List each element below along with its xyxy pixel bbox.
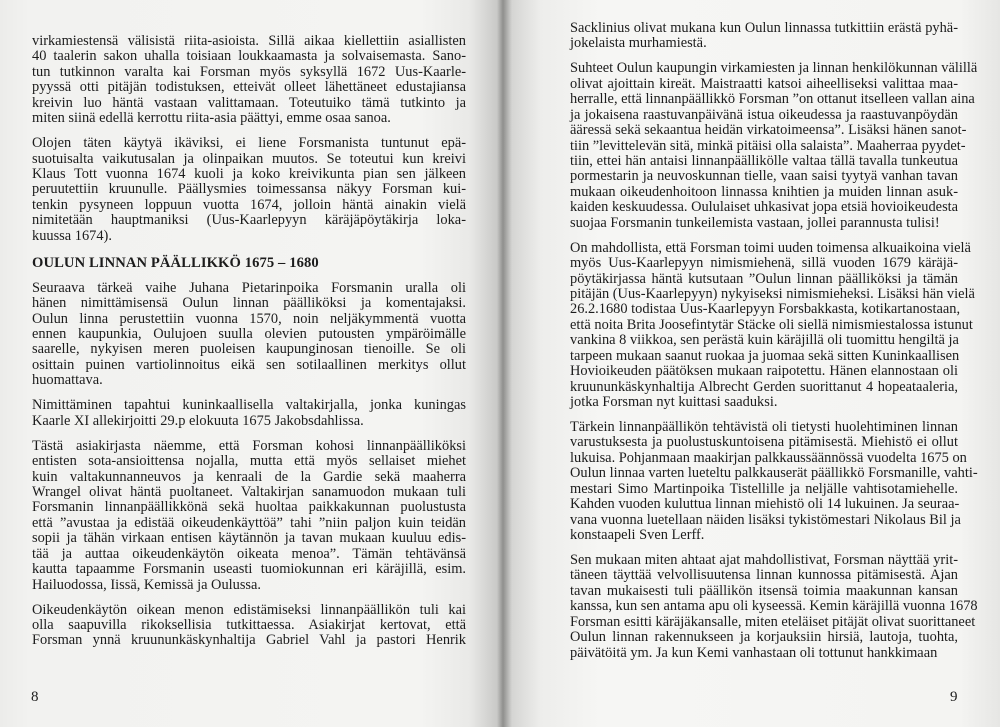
text-line: Nimittäminen tapahtui kuninkaallisella valtakirjalla, jonka kuningas [32,397,466,414]
text-line: Oulun linna perustettiin vuonna 1570, noin neljäkymmentä vuotta [32,310,466,327]
text-line: jotka Forsman nyt kuittasi saaduksi. [570,394,778,411]
text-line: olla saapuvilla rikoksellisia tutkittaessa. Asiakirjat kertovat, että [32,616,466,633]
paragraph [32,136,466,244]
text-line: suojaa Forsmanin tunkeilemista vastaan, jollei parannusta tulisi! [570,214,940,231]
text-line: saarelle, nykyisen meren puoleisen kaupunginosan tienoille. Se oli [32,341,466,358]
text-line: Tästä asiakirjasta näemme, että Forsman kohosi linnanpäälliköksi [32,437,466,454]
text-line: huomattava. [32,372,103,389]
section-heading: OULUN LINNAN PÄÄLLIKKÖ 1675 – 1680 [32,254,319,271]
page-number-left: 8 [31,689,39,705]
text-line: tenkin pysyneen loppuun vuotta 1674, jolloin häntä ainakin vielä [32,196,466,213]
text-line: mukaan oikeudenhoitoon linnassa knihtien ja muiden linnan asuk- [570,183,958,200]
text-line: nimitetään hauptmaniksi (Uus-Kaarlepyyn käräjäpöytäkirja loka- [32,212,466,229]
text-line: kruununkäskynhaltija Albrecht Gerden suorittanut 4 hopeataaleria, [570,378,958,395]
text-line: Sen mukaan miten ahtaat ajat mahdollistivat, Forsman näyttää yrit- [570,552,958,568]
paragraph [32,439,466,593]
text-line: sopii ja tähän virkaan entisen käytännön ja tavan mukaan kuuluu edis- [32,530,466,547]
paragraph [32,281,466,389]
text-line: virkamiestensä välisistä riita-asioista. Sillä aikaa kiellettiin asiallisten [32,33,466,49]
right-page-text [570,20,978,671]
text-line: pyyssä otti pitäjän todistuksen, etteivät olleet lähettäneet edustajiansa [32,79,466,96]
text-line: tun tutkinnon varalta kai Forsman myös syksyllä 1672 Uus-Kaarle- [32,63,466,80]
text-line: että ”avustaa ja edistää oikeudenkäyttöä” tahi ”niin paljon kuin teidän [32,514,466,531]
text-line: jokelaista murhamiestä. [570,35,707,52]
page-number-right: 9 [950,689,958,705]
text-line: kaiden keskuudessa. Oululaiset uhkasivat jopa etsiä hovioikeudesta [570,199,959,216]
text-line: peruutettiin kruunulle. Päällysmies toimessansa näkyy Forsman kui- [32,181,466,198]
text-line: tavan mukaisesti tuli päällikön itsensä toimia maakunnan kansan [570,582,958,599]
text-line: Olojen täten käytyä ikäviksi, ei liene Forsmanista tuntunut epä- [32,135,466,152]
text-line: tää ja auttaa oikeudenkäytön oikeata menoa”. Tämän tehtävänsä [32,545,466,562]
text-line: mestari Simo Martinpoika Tistellille ja neljälle vahtisotamiehelle. [570,480,958,497]
text-line: 40 taalerin sakon uhalla toisiaan loukkaamasta ja solvaisemasta. Sano- [32,48,466,65]
text-line: Seuraava tärkeä vaihe Juhana Pietarinpoika Forsmanin uralla oli [32,279,466,296]
text-line: Oulun linnan rakennukseen ja korjauksiin hirsiä, lautoja, tuohta, [570,629,958,646]
text-line: osittain puinen vartiolinnoitus eikä sen sotilaallinen merkitys ollut [32,356,466,373]
text-line: Suhteet Oulun kaupungin virkamiesten ja linnan henkilökunnan välillä [570,60,978,77]
text-line: Forsman ynnä kruununkäskynhaltija Gabriel Vahl ja pastori Henrik [32,632,466,649]
text-line: Hailuodossa, Iissä, Kemissä ja Oulussa. [32,576,262,593]
text-line: ennen kaupunkia, Oulujoen suulla olevien putousten ympäröimälle [32,326,466,342]
text-line: entisten sota-ansioittensa nojalla, mutta että myös sellaiset miehet [32,453,466,470]
text-line: tiin ”levittelevän sitä, minkä pitäisi olla salaista”. Maaherraa pyydet- [570,137,966,154]
text-line: kuin valtakunnanneuvos ja kenraali de la Gardie sekä maaherra [32,468,466,485]
text-line: Tärkein linnanpäällikön tehtävistä oli tietysti huolehtiminen linnan [570,419,958,435]
text-line: päivätöitä ym. Ja kun Kemi vanhastaan oli tottunut hankkimaan [570,644,938,661]
text-line: suotuisalta vaikutusalan ja olinpaikan muutos. Se toteutui kun kreivi [32,150,466,167]
text-line: varustuksesta ja puolustuskuntoisena pitämisestä. Miehistö ei ollut [570,434,958,451]
text-line: Hovioikeuden päätöksen mukaan raipotettu. Hänen elannostaan oli [570,363,958,380]
text-line: konstaapeli Sven Lerff. [570,527,705,544]
text-line: vankina 8 viikkoa, sen perästä kuin käräjillä oli tuomittu hengiltä ja [570,332,959,349]
paragraph [32,34,466,127]
text-line: Forsmanin linnanpäällikkönä sekä huoltaa paikkakunnan puolustusta [32,499,466,516]
paragraph [570,60,978,231]
text-line: lukuisa. Pohjanmaan maakirjan palkkaussäännössä vuodelta 1675 on [570,449,967,466]
text-line: kanssa, kun sen antama apu oli kyseessä. Kemin käräjillä vuonna 1678 [570,598,978,615]
text-line: tiin, ettei hän antaisi linnanpäällikölle valtaa tällä tavalla tunkeutua [570,153,958,169]
text-line: kreivin luo häntä vastaan valittamaan. Toteutuiko tämä tutkinto ja [32,94,466,111]
text-line: Klaus Tott vuonna 1674 kuoli ja koko kreivikunta pian sen jälkeen [32,166,466,182]
text-line: kuussa 1674). [32,227,112,244]
text-line: pitäjän (Uus-Kaarlepyyn) nykyiseksi nimismieheksi. Lisäksi hän vielä [570,286,975,302]
text-line: täneen täyttää velvollisuutensa linnan kunnossa pitämisestä. Ajan [570,567,958,584]
text-line: ääressä sekä sekaantua heidän virkatoimeensa”. Lisäksi hänen sanot- [570,122,967,139]
text-line: kautta tapaamme Forsmanin useasti tuomiokunnan eri käräjillä, esim. [32,561,466,578]
text-line: pöytäkirjassa häntä kutsutaan ”Oulun linnan päälliköksi ja tämän [570,270,958,287]
text-line: miten siinä edellä kerrottu riita-asia päättyi, emme osaa sanoa. [32,110,391,127]
text-line: Sacklinius olivat mukana kun Oulun linnassa tutkittiin erästä pyhä- [570,20,958,36]
paragraph [32,398,466,429]
text-line: Kaarle XI allekirjoitti 29.p elokuuta 1675 Jakobsdahlissa. [32,412,364,429]
text-line: Forsman esitti käräjäkansalle, miten eteläiset pitäjät olivat suorittaneet [570,613,976,630]
text-line: tarpeen mukaan saanut ruokaa ja juomaa sekä sitten Kuninkaallisen [570,347,960,364]
text-line: pormestarin ja neuvoskunnan tielle, vaan saisi tyytyä vanhan tavan [570,168,958,185]
text-line: myös Uus-Kaarlepyyn nimismiehenä, sillä vuoden 1679 käräjä- [570,255,958,272]
text-line: ja jokaisena raastuvanpäivänä istua oikeudessa ja raastuvanpöydän [570,106,958,123]
text-line: herralle, että linnanpäällikkö Forsman ”on ottanut itselleen vallan aina [570,91,975,108]
paragraph [570,239,975,411]
text-line: Kahden vuoden kuluttua linnan miehistö oli 14 lukuinen. Ja seuraa- [570,496,960,513]
text-line: On mahdollista, että Forsman toimi uuden toimensa alkuaikoina vielä [570,239,971,256]
text-line: Oikeudenkäytön oikean menon edistämiseksi linnanpäällikön tuli kai [32,601,466,618]
paragraph [570,419,978,544]
paragraph [32,603,466,649]
paragraph [570,21,958,52]
paragraph [570,552,978,661]
text-line: vana vuonna luetellaan näiden lisäksi tykistömestari Nikolaus Bil ja [570,511,961,528]
left-page-text [32,34,466,658]
text-line: että noita Brita Joosefintytär Stäcke oli siellä nimismiestalossa istunut [570,316,973,333]
text-line: Wrangel olivat häntä puoltaneet. Valtakirjan sanamuodon mukaan tuli [32,483,466,500]
text-line: olivat ajoittain kireät. Maistraatti katsoi aiheelliseksi valittaa maa- [570,75,958,92]
text-line: 26.2.1680 todistaa Uus-Kaarlepyyn Forsbakkasta, kotikartanostaan, [570,301,961,318]
text-line: hänen nimittämisensä Oulun linnan päälliköksi ja komentajaksi. [32,295,466,312]
text-line: Oulun linnaa varten lueteltu palkkauserät päällikkö Forsmanille, vahti- [570,465,978,482]
